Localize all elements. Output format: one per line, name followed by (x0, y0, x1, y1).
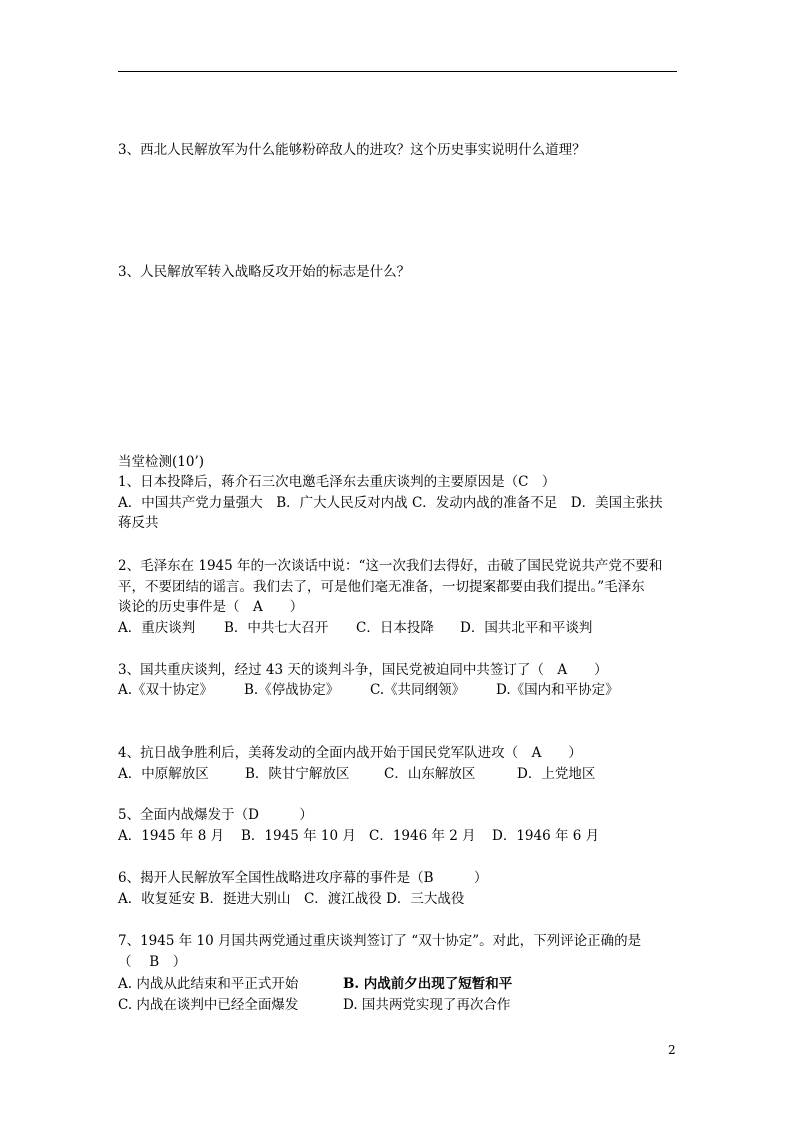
q6-options: A．收复延安 B．挺进大别山 C．渡江战役 D．三大战役 (118, 891, 465, 907)
section-title: 当堂检测(10’) (118, 454, 205, 470)
q5-stem: 5、全面内战爆发于（D ） (118, 807, 313, 823)
q3-stem: 3、国共重庆谈判，经过 43 天的谈判斗争，国民党被迫同中共签订了（ A ） (118, 662, 608, 678)
q7-option-b: B. 内战前夕出现了短暂和平 (343, 976, 513, 992)
q3-option-c: C.《共同纲领》 (370, 682, 466, 698)
q3-option-d: D.《国内和平协定》 (496, 682, 619, 698)
page-number: 2 (668, 1043, 676, 1057)
q4-option-a: A．中原解放区 (118, 766, 209, 782)
q7-stem: 7、1945 年 10 月国共两党通过重庆谈判签订了 “双十协定”。对此，下列评论正确的是 (118, 933, 642, 949)
q4-option-c: C．山东解放区 (384, 766, 476, 782)
q1-options-cont: 蒋反共 (118, 515, 159, 531)
q2-option-b: B．中共七大召开 (224, 620, 329, 636)
q1-options: A．中国共产党力量强大 B．广大人民反对内战 C．发动内战的准备不足 D．美国主张扶 (118, 495, 663, 511)
q2-option-a: A．重庆谈判 (118, 620, 196, 636)
q3-option-b: B.《停战协定》 (244, 682, 340, 698)
open-question-2: 3、人民解放军转入战略反攻开始的标志是什么？ (118, 264, 411, 280)
q7-option-c: C. 内战在谈判中已经全面爆发 (118, 997, 299, 1013)
q7-option-a: A. 内战从此结束和平正式开始 (118, 976, 299, 992)
q2-option-d: D．国共北平和平谈判 (460, 620, 593, 636)
q2-option-c: C．日本投降 (356, 620, 434, 636)
q5-option-b: B．1945 年 10 月 (241, 828, 356, 844)
q6-stem: 6、揭开人民解放军全国性战略进攻序幕的事件是（B ） (118, 870, 488, 886)
header-rule (118, 71, 677, 72)
q4-option-b: B．陕甘宁解放区 (245, 766, 350, 782)
q4-option-d: D．上党地区 (517, 766, 596, 782)
q2-stem: 2、毛泽东在 1945 年的一次谈话中说：“这一次我们去得好，击破了国民党说共产党不要和 (118, 558, 663, 574)
q7-stem-cont: （ B ） (118, 954, 187, 970)
q2-stem-cont: 平，不要团结的谣言。我们去了，可是他们毫无准备，一切提案都要由我们提出。”毛泽东 (118, 579, 645, 595)
q1-stem: 1、日本投降后，蒋介石三次电邀毛泽东去重庆谈判的主要原因是（C ） (118, 474, 556, 490)
q3-option-a: A.《双十协定》 (118, 682, 214, 698)
q2-stem-cont: 谈论的历史事件是（ A ） (118, 599, 304, 615)
open-question-1: 3、西北人民解放军为什么能够粉碎敌人的进攻？这个历史事实说明什么道理？ (118, 142, 586, 158)
q5-option-c: C．1946 年 2 月 (369, 828, 476, 844)
q5-option-d: D．1946 年 6 月 (492, 828, 600, 844)
q4-stem: 4、抗日战争胜利后，美蒋发动的全面内战开始于国民党军队进攻（ A ） (118, 745, 582, 761)
q7-option-d: D. 国共两党实现了再次合作 (343, 997, 511, 1013)
q5-option-a: A．1945 年 8 月 (118, 828, 225, 844)
